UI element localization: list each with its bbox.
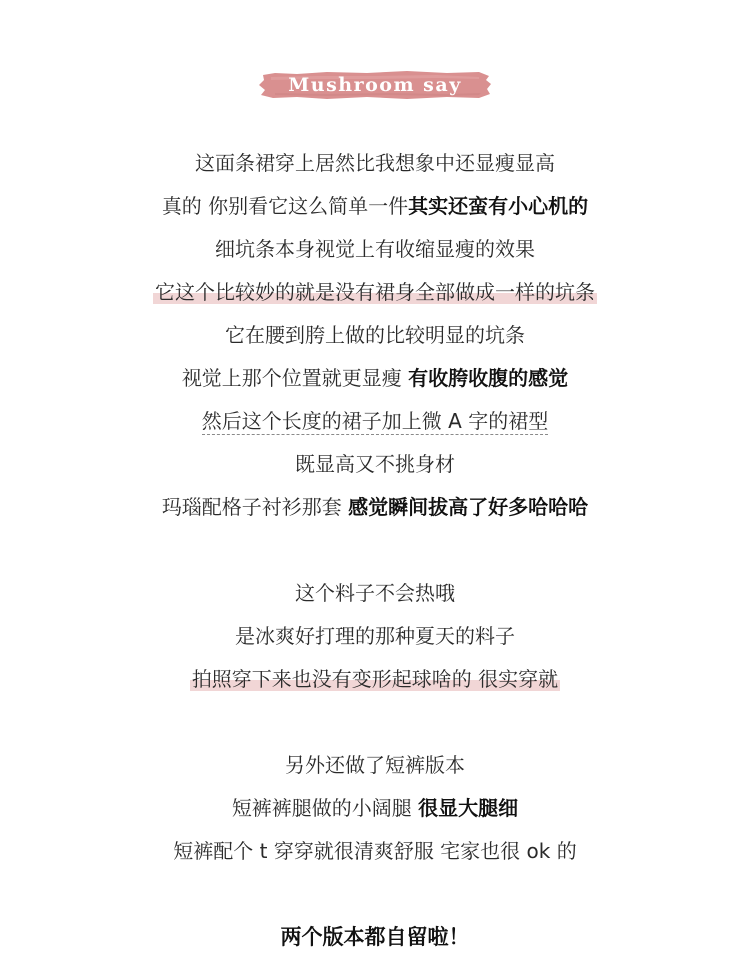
text-line-highlighted xyxy=(0,277,750,307)
text-line xyxy=(0,492,750,522)
text-line xyxy=(0,148,750,178)
line-text: 真的 你别看它这么简单一件 xyxy=(161,194,409,218)
text-line xyxy=(0,363,750,393)
line-text: 既显高又不挑身材 xyxy=(295,452,455,476)
badge-label: Mushroom say xyxy=(288,74,462,96)
line-text-dashed: 然后这个长度的裙子加上微 A 字的裙型 xyxy=(201,409,549,433)
line-text-bold: 感觉瞬间拔高了好多哈哈哈 xyxy=(348,495,589,519)
line-text-bold: 很显大腿细 xyxy=(418,796,519,820)
line-text: 玛瑙配格子衬衫那套 xyxy=(161,495,349,519)
text-line xyxy=(0,621,750,651)
line-text: 它在腰到胯上做的比较明显的坑条 xyxy=(225,323,525,347)
text-line xyxy=(0,578,750,608)
line-text: 细坑条本身视觉上有收缩显瘦的效果 xyxy=(215,237,535,261)
text-line xyxy=(0,793,750,823)
line-text-bold: 其实还蛮有小心机的 xyxy=(408,194,589,218)
line-text-bold: 有收胯收腹的感觉 xyxy=(408,366,569,390)
header-badge-row xyxy=(0,68,750,104)
text-line xyxy=(0,234,750,264)
text-line-dashed xyxy=(0,406,750,436)
line-text: 这面条裙穿上居然比我想象中还显瘦显高 xyxy=(195,151,555,175)
text-line-highlighted xyxy=(0,664,750,694)
line-text: 短裤配个 t 穿穿就很清爽舒服 宅家也很 ok 的 xyxy=(173,839,577,863)
text-line xyxy=(0,320,750,350)
line-text: 短裤裤腿做的小阔腿 xyxy=(231,796,419,820)
closing-text: 两个版本都自留啦！ xyxy=(280,925,470,949)
line-text: 是冰爽好打理的那种夏天的料子 xyxy=(235,624,515,648)
text-line xyxy=(0,191,750,221)
text-line xyxy=(0,449,750,479)
text-line xyxy=(0,750,750,780)
mushroom-say-badge xyxy=(257,68,493,102)
line-text: 另外还做了短裤版本 xyxy=(285,753,465,777)
text-line xyxy=(0,836,750,866)
line-text: 视觉上那个位置就更显瘦 xyxy=(181,366,409,390)
closing-line xyxy=(0,922,750,952)
line-text-highlight: 它这个比较妙的就是没有裙身全部做成一样的坑条 xyxy=(155,280,595,304)
line-text: 这个料子不会热哦 xyxy=(295,581,455,605)
line-text-highlight: 拍照穿下来也没有变形起球啥的 很实穿就 xyxy=(191,667,559,691)
